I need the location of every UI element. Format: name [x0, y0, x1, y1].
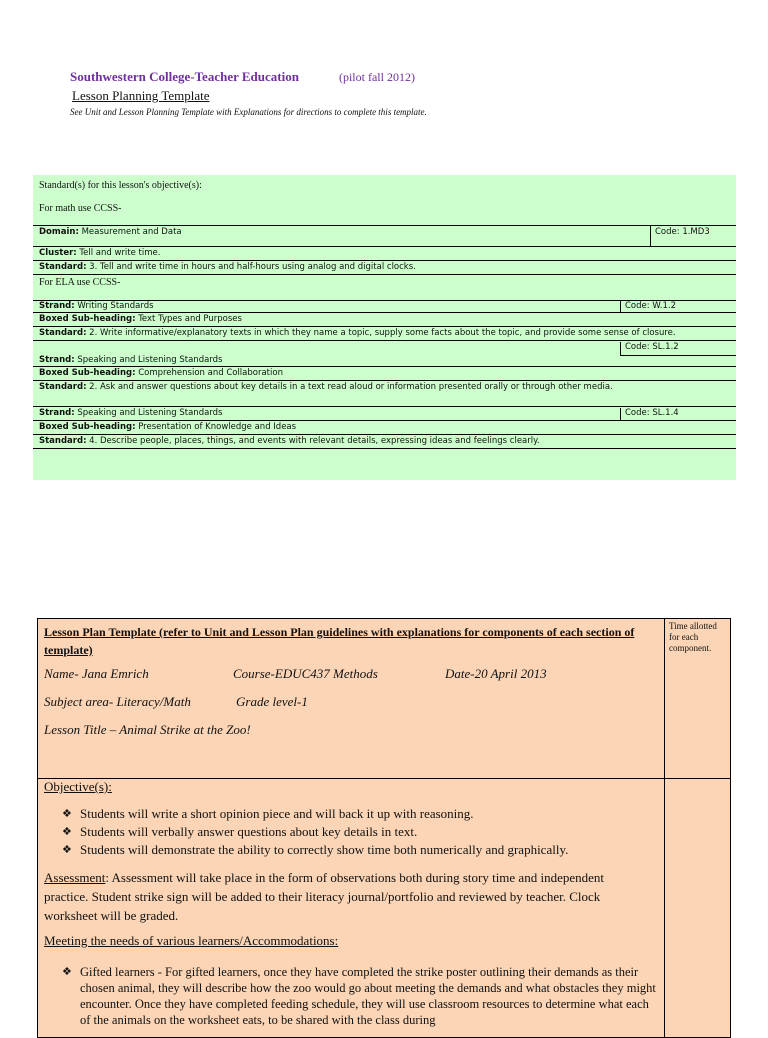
teacher-name: Name- Jana Emrich	[44, 666, 149, 681]
standard-label: Standard:	[39, 436, 87, 446]
sub-value: Text Types and Purposes	[138, 314, 242, 324]
lesson-title: Lesson Title – Animal Strike at the Zoo!	[44, 722, 251, 737]
domain-value: Measurement and Data	[81, 227, 182, 237]
ela-code: Code: W.1.2	[620, 301, 676, 312]
ela-strand-row	[33, 342, 736, 367]
sub-value: Comprehension and Collaboration	[138, 368, 283, 378]
assessment-text: : Assessment will take place in the form of observations both during story time and independent practice. Student strike sign will be added to their literacy journal/portfolio and reviewed by teacher. Clock worksheet will be graded.	[44, 870, 604, 923]
column-divider	[664, 619, 665, 1037]
standards-heading: Standard(s) for this lesson's objective(s):	[39, 180, 202, 191]
row-divider	[38, 778, 730, 779]
college-name: Southwestern College-Teacher Education	[70, 69, 299, 84]
list-item: ❖ Students will verbally answer questions about key details in text.	[62, 823, 660, 841]
strand-text	[39, 355, 222, 366]
ela-strand-row	[33, 408, 736, 421]
strand-value: Writing Standards	[77, 301, 154, 311]
math-domain-row	[33, 225, 736, 247]
strand-label: Strand:	[39, 301, 75, 311]
ela-strand-row	[33, 300, 736, 313]
lesson-date: Date-20 April 2013	[445, 666, 547, 681]
ela-subheading-row	[33, 368, 736, 381]
domain-label: Domain:	[39, 227, 79, 237]
ela-subheading-row	[33, 314, 736, 327]
standards-section	[33, 175, 736, 480]
assessment-label: Assessment	[44, 870, 106, 885]
list-item: ❖ Gifted learners - For gifted learners, once they have completed the strike poster outlining their demands as their chosen animal, they will describe how the zoo would go about meeting the demands and what obstacles they might encounter. Once they have completed feeding schedule, they will use classroom resources to determine what each of the animals on the worksheet eats, to be shared with the class during	[62, 964, 660, 1028]
ela-code: Code: SL.1.2	[620, 342, 736, 356]
ela-code: Code: SL.1.4	[620, 408, 679, 420]
document-header	[70, 68, 730, 117]
strand-value: Speaking and Listening Standards	[77, 408, 223, 418]
standard-value: 2. Ask and answer questions about key details in a text read aloud or information presented orally or through other media.	[89, 382, 613, 392]
sub-value: Presentation of Knowledge and Ideas	[138, 422, 297, 432]
ela-subheading-row	[33, 422, 736, 435]
template-title: Lesson Planning Template	[72, 88, 210, 103]
accommodations-label: Meeting the needs of various learners/Accommodations:	[44, 933, 339, 948]
ela-standard-row	[33, 328, 736, 341]
standard-label: Standard:	[39, 382, 87, 392]
sub-label: Boxed Sub-heading:	[39, 422, 136, 432]
math-standard-row	[33, 262, 736, 275]
standard-label: Standard:	[39, 328, 87, 338]
accommodations-list	[62, 964, 660, 1028]
cluster-value: Tell and write time.	[79, 248, 161, 258]
lesson-plan-title: Lesson Plan Template (refer to Unit and Lesson Plan guidelines with explanations for components of each section of template)	[44, 625, 635, 657]
strand-label: Strand:	[39, 355, 75, 365]
list-item: ❖ Students will write a short opinion piece and will back it up with reasoning.	[62, 805, 660, 823]
objectives-label: Objective(s):	[44, 779, 112, 794]
sub-label: Boxed Sub-heading:	[39, 314, 136, 324]
cluster-label: Cluster:	[39, 248, 77, 258]
math-code: Code: 1.MD3	[650, 226, 710, 246]
directions-note: See Unit and Lesson Planning Template with Explanations for directions to complete this template.	[70, 107, 427, 117]
grade-level: Grade level-1	[236, 694, 308, 709]
assessment-paragraph	[44, 868, 644, 925]
pilot-note: (pilot fall 2012)	[338, 70, 415, 84]
math-cluster-row	[33, 248, 736, 261]
math-label: For math use CCSS-	[39, 203, 122, 214]
strand-label: Strand:	[39, 408, 75, 418]
strand-value: Speaking and Listening Standards	[77, 355, 223, 365]
course: Course-EDUC437 Methods	[233, 666, 378, 681]
lesson-plan-table	[37, 618, 731, 1038]
time-allotted: Time allotted for each component.	[669, 621, 717, 653]
standard-label: Standard:	[39, 262, 87, 272]
objectives-list	[62, 805, 660, 859]
subject-area: Subject area- Literacy/Math	[44, 694, 191, 709]
standard-value: 3. Tell and write time in hours and half-hours using analog and digital clocks.	[89, 262, 416, 272]
sub-label: Boxed Sub-heading:	[39, 368, 136, 378]
ela-label: For ELA use CCSS-	[39, 277, 121, 288]
ela-standard-row	[33, 382, 736, 407]
standard-value: 4. Describe people, places, things, and events with relevant details, expressing ideas and feelings clearly.	[89, 436, 540, 446]
list-item: ❖ Students will demonstrate the ability to correctly show time both numerically and graphically.	[62, 841, 660, 859]
ela-standard-row	[33, 436, 736, 449]
standard-value: 2. Write informative/explanatory texts in which they name a topic, supply some facts about the topic, and provide some sense of closure.	[89, 328, 676, 338]
